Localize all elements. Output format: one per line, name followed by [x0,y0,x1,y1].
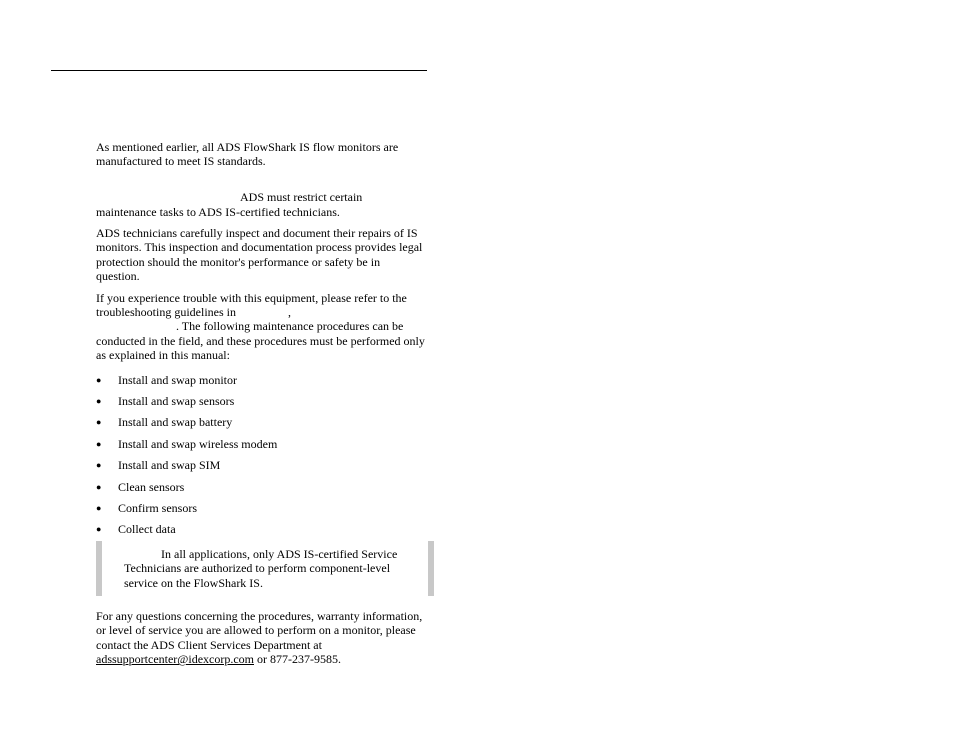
bullet-icon: ● [96,524,102,535]
page-body [96,140,426,674]
procedure-list [96,373,426,544]
bullet-icon: ● [96,460,102,471]
list-item: ● Confirm sensors [96,501,197,516]
list-item: ● Install and swap battery [96,415,233,430]
list-item: ● Install and swap wireless modem [96,436,278,451]
contact-paragraph: For any questions concerning the procedures, warranty information, or level of service you are allowed to perform on a monitor, please contact the ADS Client Services Department at adssupportcenter@idexcorp.com or 877-237-9585. [96,609,423,667]
inspection-paragraph: ADS technicians carefully inspect and document their repairs of IS monitors. This inspection and documentation process provides legal protection should the monitor's performance or safety be in question. [96,226,423,284]
list-item: ● Clean sensors [96,479,185,494]
bullet-icon: ● [96,481,102,492]
intro-paragraph: As mentioned earlier, all ADS FlowShark IS flow monitors are manufactured to meet IS standards. [96,140,399,169]
bullet-icon: ● [96,417,102,428]
header-rule [51,70,427,71]
list-item: ● Collect data [96,522,176,537]
restriction-line-1: ADS must restrict certain [240,190,363,205]
bullet-icon: ● [96,374,102,385]
troubleshooting-paragraph: If you experience trouble with this equipment, please refer to the troubleshooting guidelines in , . The following maintenance procedures can be conducted in the field, and these procedures must be performed only as explained in this manual: [96,290,425,363]
list-item: ● Install and swap SIM [96,458,221,473]
bullet-icon: ● [96,438,102,449]
bullet-icon: ● [96,503,102,514]
list-item: ● Install and swap monitor [96,372,237,387]
restriction-line-2: maintenance tasks to ADS IS-certified technicians. [96,204,340,219]
caution-note [96,541,434,596]
support-email-link[interactable]: adssupportcenter@idexcorp.com [96,652,254,667]
list-item: ● Install and swap sensors [96,394,235,409]
restriction-paragraph [96,176,426,219]
bullet-icon: ● [96,396,102,407]
note-text: In all applications, only ADS IS-certified Service Technicians are authorized to perform component-level service on the FlowShark IS. [124,546,398,590]
